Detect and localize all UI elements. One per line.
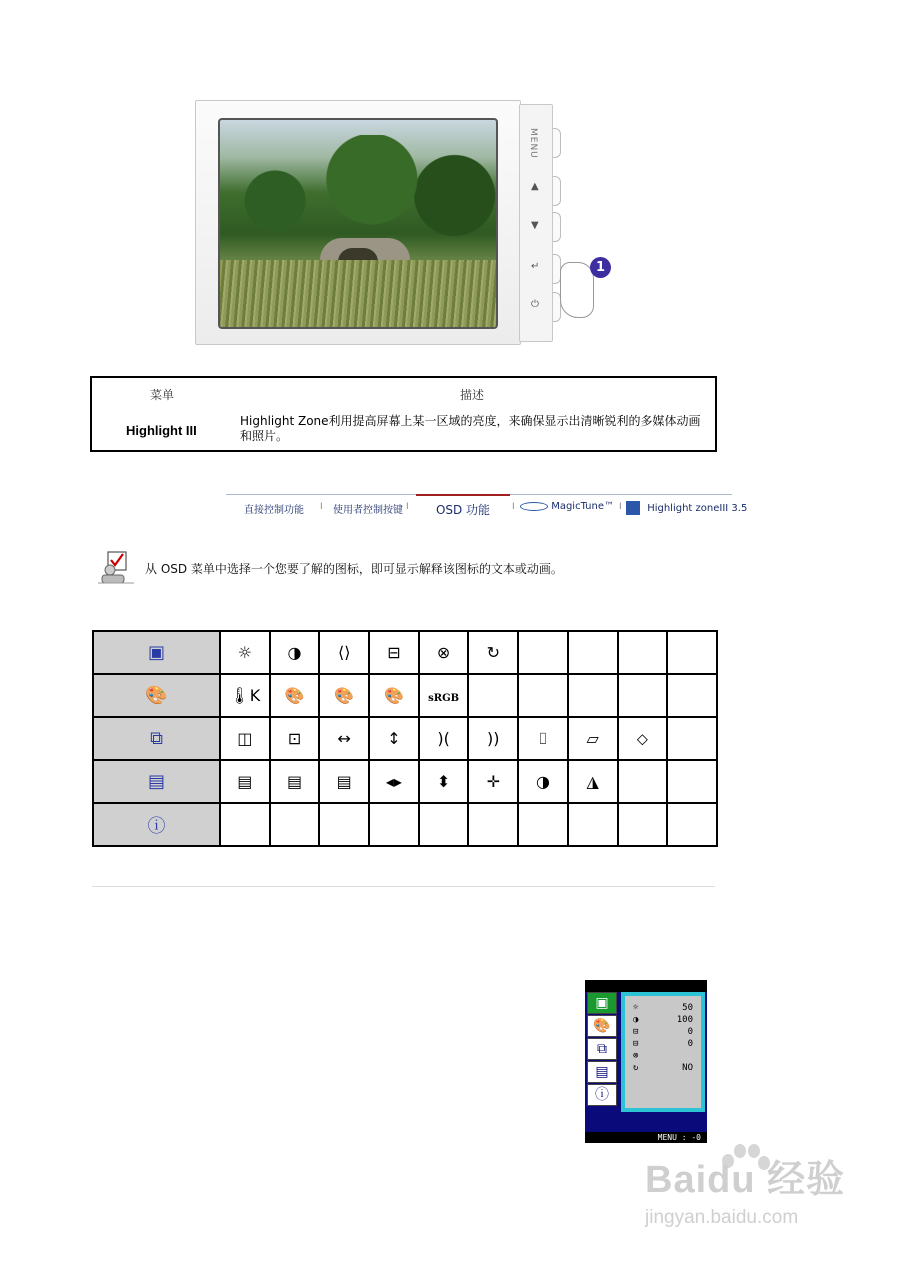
info-icon: ⓘ: [147, 815, 166, 837]
item-description: Highlight Zone利用提高屏幕上某一区域的亮度，来确保显示出清晰锐利的多媒体动画和照片。: [240, 414, 701, 443]
item-name: Highlight III: [126, 423, 197, 438]
instruction-text: 从 OSD 菜单中选择一个您要了解的图标，即可显示解释该图标的文本或动画。: [145, 562, 563, 576]
picture-icon: ▣: [595, 995, 609, 1011]
contrast-icon: ◑: [633, 1015, 639, 1025]
geometry-icon: ⧉: [150, 728, 163, 749]
h-size-cell[interactable]: [319, 631, 369, 674]
h-width-cell[interactable]: [319, 717, 369, 760]
osd-row-contrast[interactable]: [633, 1014, 693, 1026]
brightness-icon: ☼: [633, 1003, 639, 1013]
osd-row-v-size[interactable]: [633, 1038, 693, 1050]
parallelogram-cell[interactable]: [568, 717, 618, 760]
highlight-window-icon: ▤: [286, 772, 303, 791]
pin-balance-icon: )): [487, 729, 500, 748]
image-setup-icon: ▤: [595, 1064, 609, 1080]
reset-icon: ↻: [633, 1063, 639, 1073]
vertical-height-icon: ↕: [387, 729, 401, 748]
menu-label: MENU: [528, 128, 538, 159]
osd-tab-info[interactable]: [587, 1084, 617, 1106]
srgb-label: sRGB: [428, 693, 460, 704]
up-button[interactable]: [553, 176, 561, 206]
osd-screen-preview: [585, 980, 707, 1143]
osd-panel: [621, 992, 705, 1112]
picture-icon: ▣: [147, 642, 165, 663]
osd-value: 100: [676, 1015, 693, 1025]
palette-icon: 🎨: [145, 685, 168, 706]
enter-icon: ↵: [531, 261, 540, 272]
trapezoid-icon: ⌷: [538, 729, 548, 748]
red-palette-icon: 🎨: [284, 686, 305, 705]
pincushion-icon: )(: [437, 729, 450, 748]
srgb-cell[interactable]: [419, 674, 469, 717]
osd-tab-picture[interactable]: [587, 992, 617, 1014]
vertical-position-icon: ⊡: [287, 729, 302, 748]
osd-row-moire[interactable]: [633, 1050, 693, 1062]
green-cell[interactable]: [319, 674, 369, 717]
grid-row-info: [93, 803, 717, 846]
section-divider: [92, 886, 715, 887]
sharpness-icon: ◮: [586, 772, 599, 791]
blue-cell[interactable]: [369, 674, 419, 717]
nav-highlight-zone[interactable]: [626, 501, 747, 515]
category-geometry[interactable]: [93, 717, 220, 760]
brightness-cell[interactable]: [220, 631, 270, 674]
watermark-brand: Baidu 经验: [645, 1159, 846, 1201]
nav-highlight-zone-label: Highlight zoneIII 3.5: [647, 503, 748, 514]
nav-magictune-label: MagicTune™: [551, 501, 614, 512]
grid-row-geometry: [93, 717, 717, 760]
nav-magictune[interactable]: [520, 501, 614, 512]
category-color[interactable]: [93, 674, 220, 717]
up-arrow-icon: ▲: [531, 181, 539, 192]
osd-icon-grid: [92, 630, 718, 847]
moire-icon: ⊗: [436, 643, 451, 662]
watermark-url: jingyan.baidu.com: [645, 1207, 799, 1228]
down-button[interactable]: [553, 212, 561, 242]
geometry-icon: ⧉: [597, 1041, 607, 1057]
reset-icon: ↻: [486, 643, 500, 662]
menu-button[interactable]: [553, 128, 561, 158]
horizontal-width-icon: ↔: [337, 729, 351, 748]
down-arrow-icon: ▼: [531, 220, 539, 231]
vertical-size-zone-icon: ⬍: [436, 772, 451, 791]
rotation-cell[interactable]: [618, 717, 668, 760]
osd-value: 50: [682, 1003, 693, 1013]
osd-footer: MENU : -0: [585, 1132, 707, 1143]
horizontal-size-icon: ⊟: [633, 1027, 639, 1037]
osd-value: 0: [687, 1027, 693, 1037]
description-table: [90, 376, 717, 452]
section-nav-bar: [226, 494, 748, 518]
horizontal-size-icon: ⟨⟩: [337, 643, 351, 662]
highlight-window-icon: ▤: [237, 772, 253, 791]
contrast-cell[interactable]: [270, 631, 320, 674]
pincushion-cell[interactable]: [419, 717, 469, 760]
contrast-icon: ◑: [535, 772, 550, 791]
trapezoid-cell[interactable]: [518, 717, 568, 760]
monitor-illustration: [195, 100, 521, 345]
nav-user-controls[interactable]: 使用者控制按键: [333, 505, 403, 516]
checklist-person-icon: [98, 550, 134, 584]
parallelogram-icon: ▱: [586, 729, 599, 748]
hz-cell-1[interactable]: [220, 760, 270, 803]
image-setup-icon: ▤: [147, 771, 165, 792]
highlight-zone-logo-icon: [626, 501, 640, 515]
palette-icon: 🎨: [593, 1018, 611, 1034]
zone-contrast-cell[interactable]: [518, 760, 568, 803]
horizontal-size-zone-icon: ◂▸: [385, 772, 402, 791]
grid-row-color: [93, 674, 717, 717]
position-zone-cell[interactable]: [468, 760, 518, 803]
osd-tab-column: [587, 992, 619, 1107]
v-size-zone-cell[interactable]: [419, 760, 469, 803]
baidu-watermark: [645, 1148, 845, 1229]
moire-icon: ⊗: [633, 1051, 639, 1061]
osd-row-brightness[interactable]: [633, 1002, 693, 1014]
sharpness-cell[interactable]: [568, 760, 618, 803]
color-temp-cell[interactable]: [220, 674, 270, 717]
hz-cell-3[interactable]: [319, 760, 369, 803]
pointing-hand-icon: [560, 262, 594, 318]
v-height-cell[interactable]: [369, 717, 419, 760]
red-cell[interactable]: [270, 674, 320, 717]
category-picture[interactable]: [93, 631, 220, 674]
green-palette-icon: 🎨: [334, 686, 355, 705]
nav-separator: I: [619, 502, 622, 512]
header-menu: 菜单: [150, 388, 175, 402]
rotation-icon: ⬦: [636, 729, 648, 748]
blue-palette-icon: 🎨: [383, 686, 404, 705]
horizontal-position-icon: ◫: [237, 729, 253, 748]
grid-row-image-setup: [93, 760, 717, 803]
power-icon: ⏻: [531, 299, 539, 310]
vertical-size-icon: ⊟: [633, 1039, 639, 1049]
osd-row-h-size[interactable]: [633, 1026, 693, 1038]
highlight-window-icon: ▤: [336, 772, 352, 791]
nav-separator: I: [320, 502, 323, 512]
category-info[interactable]: [93, 803, 220, 846]
brightness-icon: ☼: [237, 643, 253, 662]
nav-osd-function[interactable]: OSD 功能: [416, 494, 510, 518]
osd-value: 0: [687, 1039, 693, 1049]
nav-separator: I: [406, 502, 409, 512]
osd-tab-color[interactable]: [587, 1015, 617, 1037]
osd-tab-geometry[interactable]: [587, 1038, 617, 1060]
callout-badge: 1: [590, 257, 611, 278]
h-size-zone-cell[interactable]: [369, 760, 419, 803]
nav-direct-control[interactable]: 直接控制功能: [244, 505, 304, 516]
hz-cell-2[interactable]: [270, 760, 320, 803]
thermometer-k-icon: 🌡K: [229, 686, 261, 705]
move-zone-icon: ✛: [486, 772, 500, 791]
v-position-cell[interactable]: [270, 717, 320, 760]
reset-cell[interactable]: [468, 631, 518, 674]
osd-value: NO: [682, 1063, 693, 1073]
contrast-icon: ◑: [287, 643, 302, 662]
osd-tab-image-setup[interactable]: [587, 1061, 617, 1083]
grid-row-picture: [93, 631, 717, 674]
info-icon: ⓘ: [595, 1087, 609, 1103]
category-image-setup[interactable]: [93, 760, 220, 803]
nav-separator: I: [512, 502, 515, 512]
v-size-cell[interactable]: [369, 631, 419, 674]
monitor-screen-photo: [218, 118, 498, 329]
moire-cell[interactable]: [419, 631, 469, 674]
magictune-logo-icon: [520, 502, 548, 511]
vertical-size-icon: ⊟: [387, 643, 401, 662]
h-position-cell[interactable]: [220, 717, 270, 760]
header-description: 描述: [460, 388, 485, 402]
osd-row-reset[interactable]: [633, 1062, 693, 1074]
osd-value-list: [625, 996, 701, 1108]
pin-balance-cell[interactable]: [468, 717, 518, 760]
